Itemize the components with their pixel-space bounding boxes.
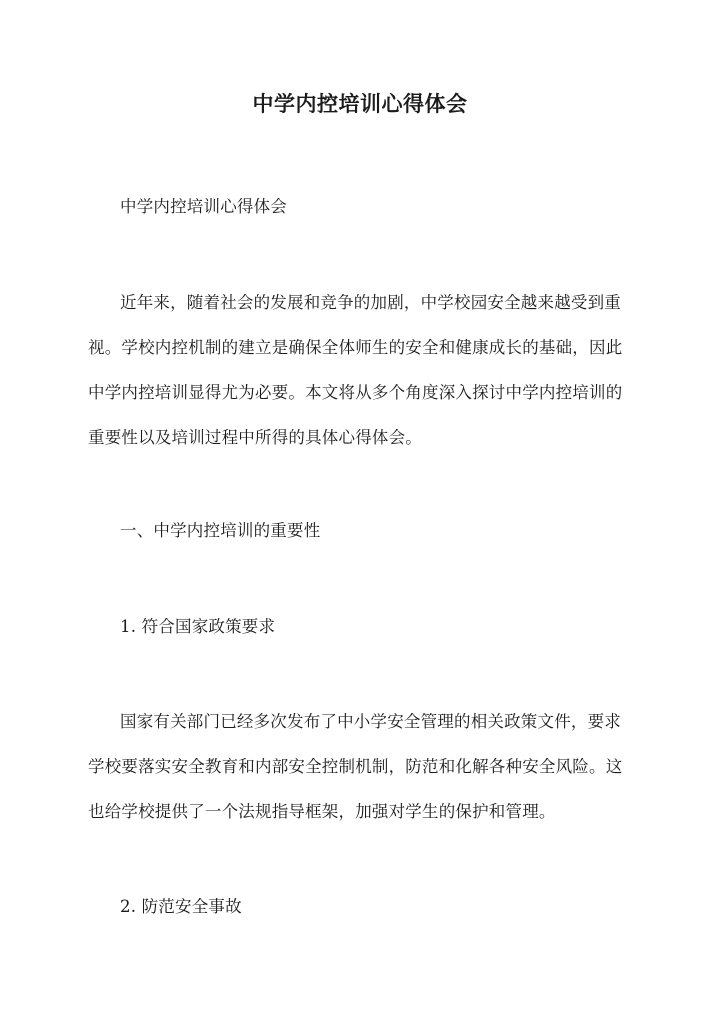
- intro-line-1: 近年来，随着社会的发展和竞争的加剧，中学校园安全越来越受到重: [120, 293, 621, 312]
- item1-heading: 1. 符合国家政策要求: [120, 617, 276, 636]
- intro-line-3: 中学内控培训显得尤为必要。本文将从多个角度深入探讨中学内控培训的: [88, 383, 623, 402]
- item2-heading: 2. 防范安全事故: [120, 897, 242, 916]
- document-title: 中学内控培训心得体会: [252, 91, 468, 116]
- document-subtitle: 中学内控培训心得体会: [120, 197, 287, 216]
- item1-body-line-1: 国家有关部门已经多次发布了中小学安全管理的相关政策文件，要求: [120, 712, 621, 731]
- item1-body-line-2: 学校要落实安全教育和内部安全控制机制，防范和化解各种安全风险。这: [88, 757, 623, 776]
- intro-line-4: 重要性以及培训过程中所得的具体心得体会。: [88, 428, 422, 447]
- section1-heading: 一、中学内控培训的重要性: [120, 521, 321, 540]
- item1-body-line-3: 也给学校提供了一个法规指导框架，加强对学生的保护和管理。: [88, 802, 556, 821]
- intro-line-2: 视。学校内控机制的建立是确保全体师生的安全和健康成长的基础，因此: [88, 338, 623, 357]
